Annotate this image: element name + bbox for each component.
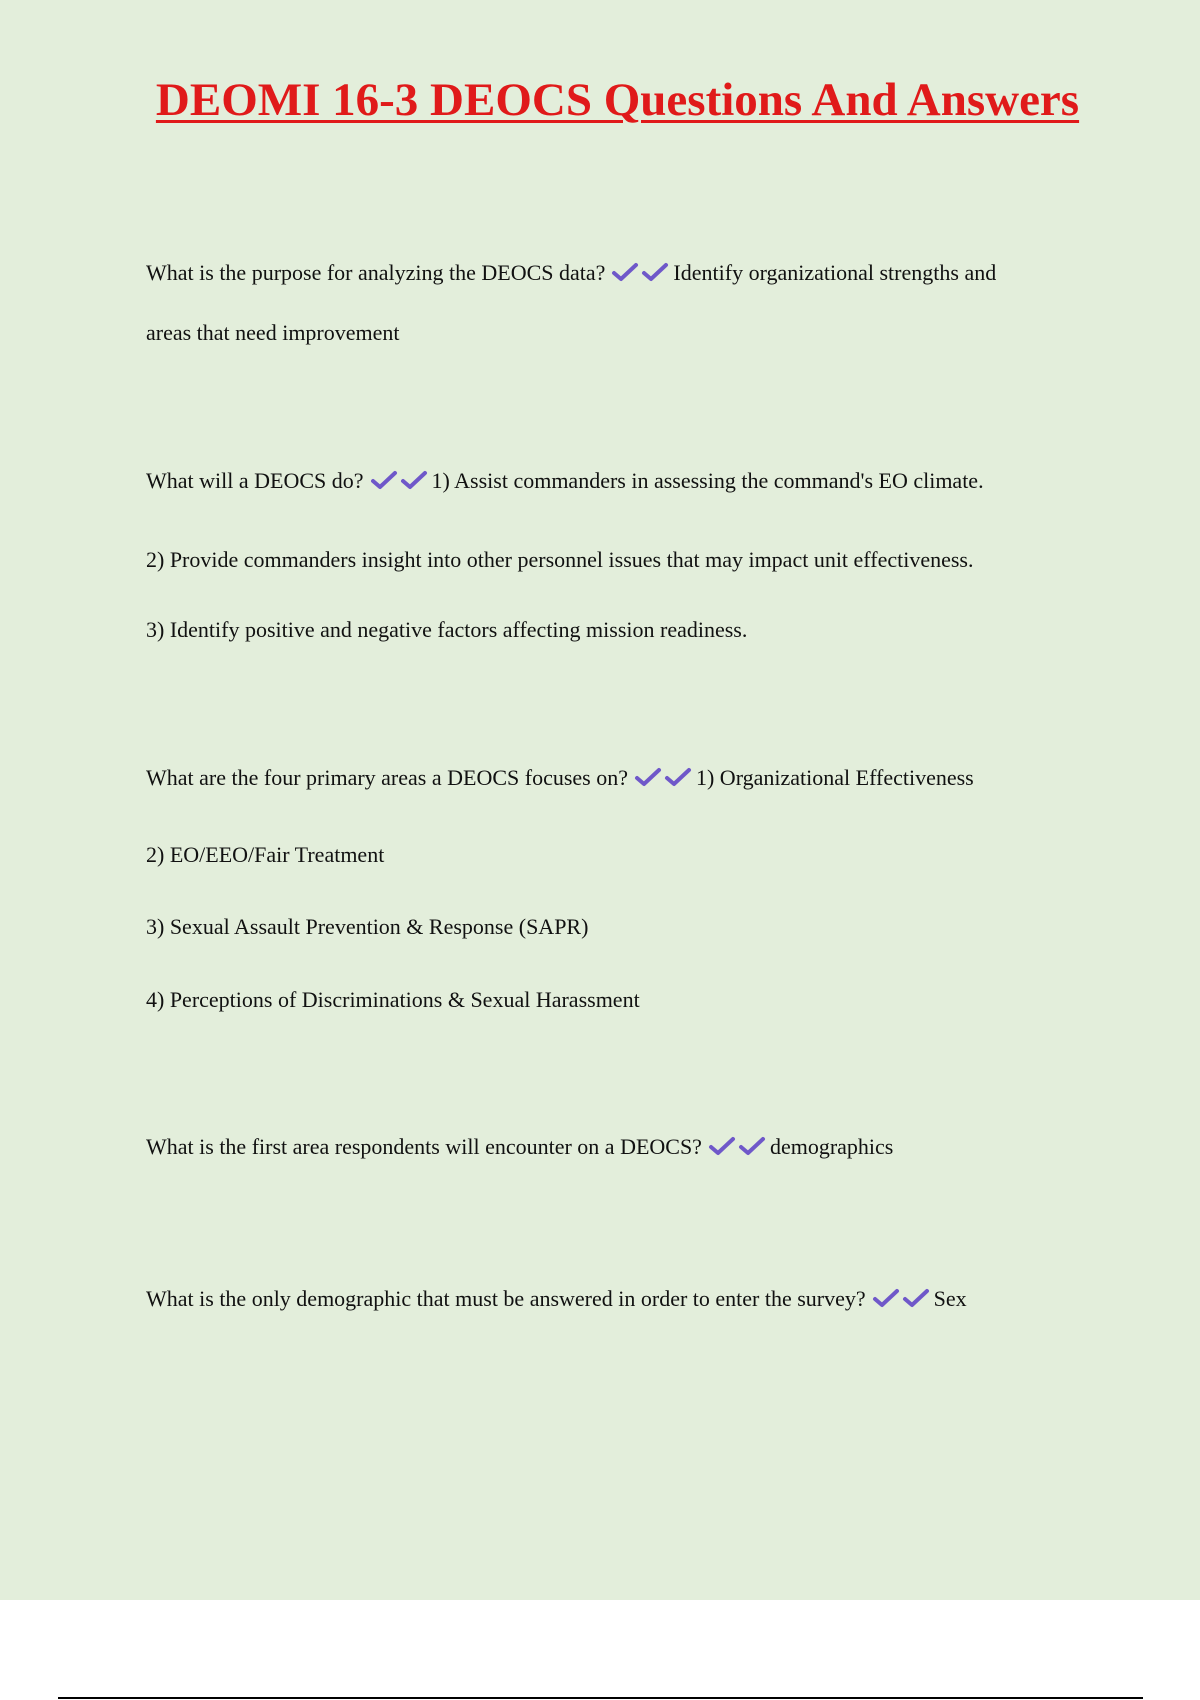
answer-text: Identify organizational strengths and	[673, 260, 997, 285]
double-check-icon	[708, 1135, 766, 1165]
double-check-icon	[370, 469, 428, 499]
answer-line: 4) Perceptions of Discriminations & Sexual Harassment	[146, 987, 640, 1012]
answer-text: demographics	[769, 1134, 894, 1159]
answer-line: 2) EO/EEO/Fair Treatment	[146, 842, 385, 867]
answer-text: Sex	[933, 1286, 967, 1311]
answer-line: areas that need improvement	[146, 320, 400, 345]
footer-divider	[58, 1697, 1143, 1699]
double-check-icon	[634, 766, 692, 796]
answer-text: 1) Organizational Effectiveness	[695, 765, 974, 790]
qa-item-1	[146, 258, 996, 291]
question-text: What are the four primary areas a DEOCS focuses on?	[146, 765, 628, 790]
question-text: What will a DEOCS do?	[146, 468, 364, 493]
answer-line: 3) Sexual Assault Prevention & Response (SAPR)	[146, 914, 589, 939]
double-check-icon	[872, 1287, 930, 1317]
double-check-icon	[611, 261, 669, 291]
question-text: What is the only demographic that must be answered in order to enter the survey?	[146, 1286, 866, 1311]
qa-item-2	[146, 466, 984, 499]
answer-line: 2) Provide commanders insight into other personnel issues that may impact unit effectiveness.	[146, 547, 974, 572]
qa-item-5	[146, 1284, 967, 1317]
answer-text: 1) Assist commanders in assessing the command's EO climate.	[431, 468, 984, 493]
qa-item-3	[146, 763, 974, 796]
answer-line: 3) Identify positive and negative factors affecting mission readiness.	[146, 617, 748, 642]
document-title: DEOMI 16-3 DEOCS Questions And Answers	[155, 74, 1080, 126]
question-text: What is the first area respondents will encounter on a DEOCS?	[146, 1134, 702, 1159]
question-text: What is the purpose for analyzing the DEOCS data?	[146, 260, 606, 285]
qa-item-4	[146, 1132, 893, 1165]
